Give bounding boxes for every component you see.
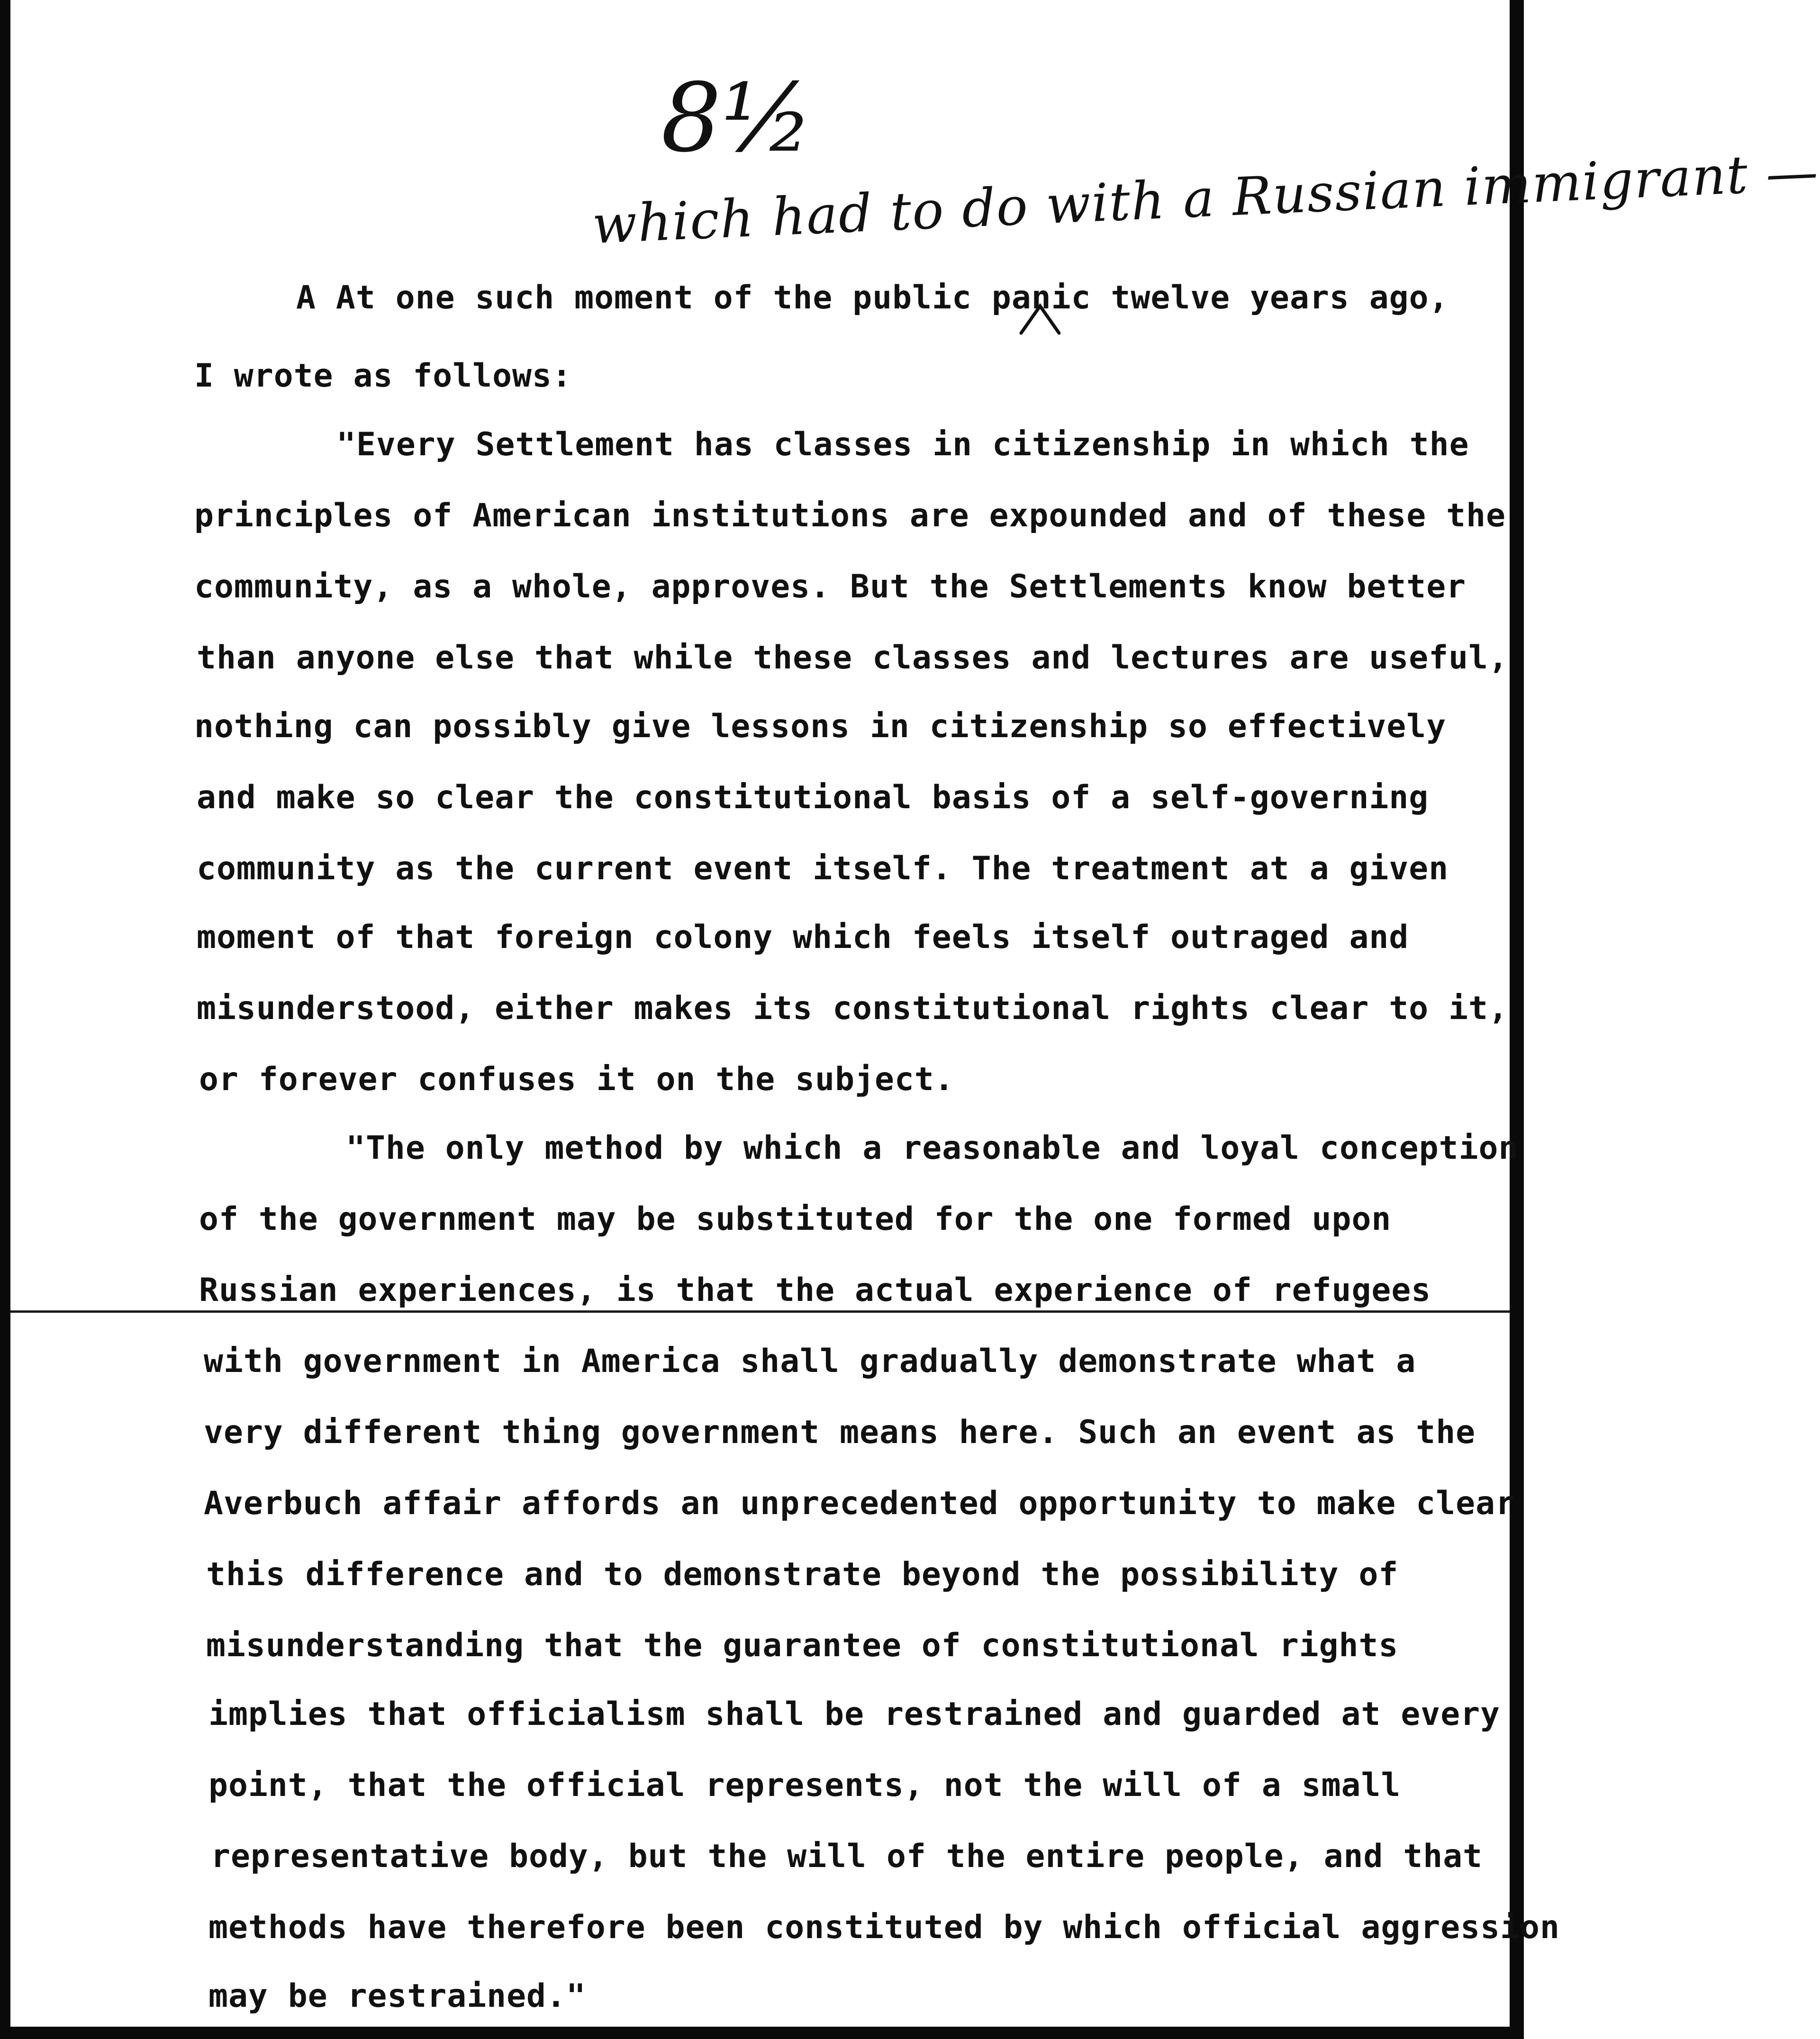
fold-line — [10, 1310, 1510, 1313]
handwritten-annotation: which had to do with a Russian immigrant — — [591, 141, 1820, 255]
text-line: point, that the official represents, not the will of a small — [208, 1767, 1401, 1804]
scan-edge-right — [1510, 0, 1524, 2039]
text-line: A At one such moment of the public panic twelve years ago, — [296, 279, 1449, 316]
scan-edge-bottom — [0, 2027, 1524, 2039]
text-line: community as the current event itself. The treatment at a given — [197, 850, 1449, 887]
text-line: I wrote as follows: — [194, 357, 572, 395]
text-line: this difference and to demonstrate beyond the possibility of — [206, 1556, 1399, 1593]
text-line: representative body, but the will of the entire people, and that — [211, 1838, 1483, 1875]
text-line: Averbuch affair affords an unprecedented opportunity to make clear — [204, 1485, 1516, 1522]
text-line: Russian experiences, is that the actual experience of refugees — [199, 1272, 1431, 1309]
text-line: very different thing government means here. Such an event as the — [204, 1414, 1476, 1451]
text-line: and make so clear the constitutional basis of a self-governing — [197, 779, 1429, 816]
text-line: community, as a whole, approves. But the Settlements know better — [194, 568, 1467, 605]
scan-edge-left — [0, 0, 10, 2039]
text-line: "The only method by which a reasonable and loyal conception — [346, 1129, 1519, 1167]
text-line: moment of that foreign colony which feels itself outraged and — [197, 919, 1409, 956]
text-line: misunderstood, either makes its constitutional rights clear to it, — [197, 990, 1509, 1027]
text-line: methods have therefore been constituted by which official aggression — [208, 1909, 1560, 1946]
text-line: misunderstanding that the guarantee of constitutional rights — [206, 1627, 1399, 1664]
text-line: with government in America shall gradually demonstrate what a — [204, 1343, 1416, 1380]
text-line: than anyone else that while these classes and lectures are useful, — [197, 639, 1509, 677]
text-line: or forever confuses it on the subject. — [199, 1061, 954, 1098]
text-line: may be restrained." — [208, 1977, 586, 2015]
text-line: implies that officialism shall be restrained and guarded at every — [208, 1696, 1501, 1733]
text-line: principles of American institutions are expounded and of these the — [194, 497, 1506, 534]
text-line: nothing can possibly give lessons in citizenship so effectively — [194, 708, 1447, 745]
text-line: of the government may be substituted for the one formed upon — [199, 1200, 1392, 1238]
text-line: "Every Settlement has classes in citizenship in which the — [336, 426, 1469, 463]
handwritten-page-number: 8½ — [661, 63, 814, 173]
